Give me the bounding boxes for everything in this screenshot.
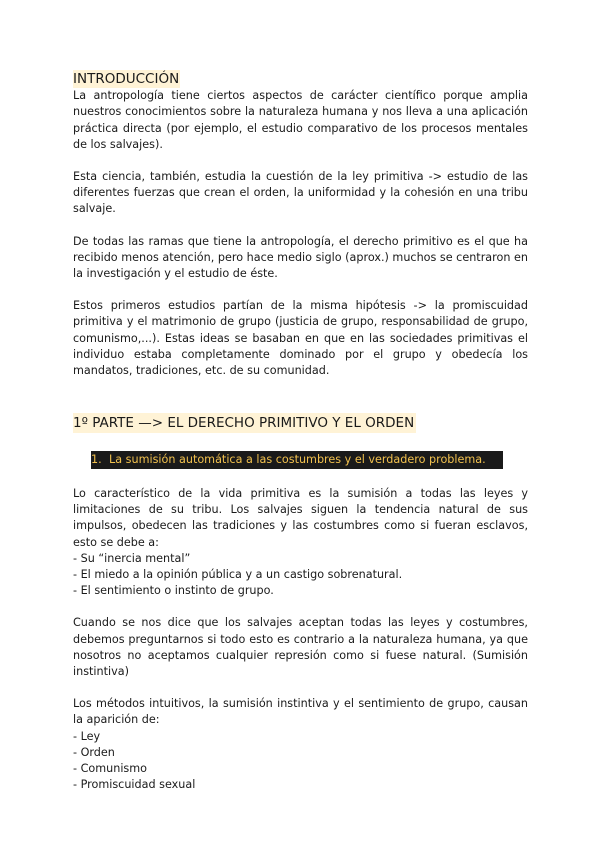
body-paragraph: Los métodos intuitivos, la sumisión instintiva y el sentimiento de grupo, causan la aparición de: [73,697,528,727]
document-page [73,70,528,433]
section-body [73,486,528,793]
intro-heading: INTRODUCCIÓN [73,71,180,87]
list-item: - Su “inercia mental” [73,551,191,565]
section-title-bar [91,451,503,469]
causes-list [73,551,528,600]
list-item: - El sentimiento o instinto de grupo. [73,584,274,598]
part-heading: 1º PARTE —> EL DERECHO PRIMITIVO Y EL ORDEN [73,415,415,432]
list-item: - Promiscuidad sexual [73,778,196,792]
list-item: - Orden [73,745,115,759]
list-item: - Comunismo [73,762,148,776]
intro-paragraph: Estos primeros estudios partían de la misma hipótesis -> la promiscuidad primitiva y el matrimonio de grupo (justicia de grupo, responsabilidad de grupo, comunismo,...). Estas ideas se basaban en que en las sociedades primitivas el individuo estaba completamente dominado por el grupo y obedecía los mandatos, tradiciones, etc. de su comunidad. [73,299,528,378]
list-item: - Ley [73,729,101,743]
body-paragraph: Lo característico de la vida primitiva es la sumisión a todas las leyes y limitaciones de su tribu. Los salvajes siguen la tendencia natural de sus impulsos, obedecen las tradiciones y las costumbres como si fueran esclavos, esto se debe a: [73,487,528,549]
effects-list [73,729,528,794]
section-number: 1. [91,453,102,466]
list-item: - El miedo a la opinión pública y a un castigo sobrenatural. [73,568,403,582]
intro-paragraph: Esta ciencia, también, estudia la cuestión de la ley primitiva -> estudio de las diferentes fuerzas que crean el orden, la uniformidad y la cohesión en una tribu salvaje. [73,170,528,216]
intro-paragraph: De todas las ramas que tiene la antropología, el derecho primitivo es el que ha recibido menos atención, pero hace medio siglo (aprox.) muchos se centraron en la investigación y el estudio de éste. [73,234,528,281]
body-paragraph: Cuando se nos dice que los salvajes aceptan todas las leyes y costumbres, debemos preguntarnos si todo esto es contrario a la naturaleza humana, ya que nosotros no aceptamos cualquier represión como si fuese natural. (Sumisión instintiva) [73,616,528,679]
section-title: La sumisión automática a las costumbres y el verdadero problema. [109,453,486,466]
intro-paragraph: La antropología tiene ciertos aspectos de carácter científico porque amplia nuestros conocimientos sobre la naturaleza humana y nos lleva a una aplicación práctica directa (por ejemplo, el estudio comparativo de los procesos mentales de los salvajes). [73,89,528,151]
